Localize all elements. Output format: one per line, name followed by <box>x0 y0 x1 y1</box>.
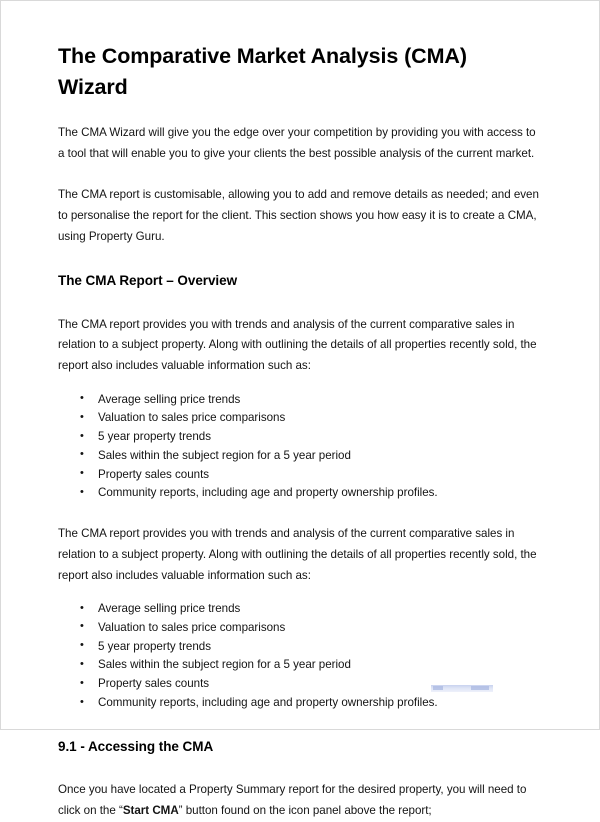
overview-paragraph-1: The CMA report provides you with trends and analysis of the current comparative sales in relation to a subject property. Along with outlining the details of all properties recently sold, the report also includes valuable information such as: <box>58 317 537 372</box>
list-item: • Valuation to sales price comparisons <box>58 409 543 428</box>
spacer <box>58 164 543 185</box>
overview-paragraph-2: The CMA report provides you with trends and analysis of the current comparative sales in relation to a subject property. Along with outlining the details of all properties recently sold, the report also includes valuable information such as: <box>58 527 537 582</box>
list-item: • Sales within the subject region for a 5 year period <box>58 656 543 675</box>
paragraph-text-before-bold: Once you have located a Property Summary report for the desired property, you will need to click on the “ <box>58 783 527 817</box>
spacer <box>58 755 543 780</box>
list-item: • Property sales counts <box>58 675 543 694</box>
fragment-block <box>433 686 443 690</box>
list-item: • Sales within the subject region for a 5 year period <box>58 447 543 466</box>
document-body <box>58 41 543 822</box>
list-item: • Property sales counts <box>58 466 543 485</box>
list-item: • Average selling price trends <box>58 391 543 410</box>
list-item: • Community reports, including age and property ownership profiles. <box>58 694 543 713</box>
feature-list-2 <box>58 600 543 713</box>
customisable-paragraph: The CMA report is customisable, allowing you to add and remove details as needed; and even to personalise the report for the client. This section shows you how easy it is to create a CMA, using Property Guru. <box>58 188 539 243</box>
overview-heading: The CMA Report – Overview <box>58 273 238 289</box>
start-cma-button-reference: Start CMA <box>122 804 179 817</box>
paragraph-text-after-bold: ” button found on the icon panel above the report; <box>178 804 432 817</box>
intro-paragraph: The CMA Wizard will give you the edge over your competition by providing you with access to a tool that will enable you to give your clients the best possible analysis of the current market. <box>58 126 536 160</box>
spacer <box>58 586 543 600</box>
list-item: • 5 year property trends <box>58 638 543 657</box>
list-item: • Community reports, including age and property ownership profiles. <box>58 484 543 503</box>
accessing-cma-heading: 9.1 - Accessing the CMA <box>58 738 214 754</box>
list-item: • 5 year property trends <box>58 428 543 447</box>
feature-list-1 <box>58 391 543 504</box>
spacer <box>58 247 543 272</box>
spacer <box>58 290 543 315</box>
spacer <box>58 377 543 391</box>
page-title: The Comparative Market Analysis (CMA) Wizard <box>58 44 467 99</box>
list-item: • Valuation to sales price comparisons <box>58 619 543 638</box>
spacer <box>58 713 543 738</box>
list-item: • Average selling price trends <box>58 600 543 619</box>
embedded-screenshot-fragment <box>431 685 493 692</box>
spacer <box>58 503 543 524</box>
fragment-block <box>471 686 489 690</box>
accessing-cma-paragraph <box>58 780 542 821</box>
